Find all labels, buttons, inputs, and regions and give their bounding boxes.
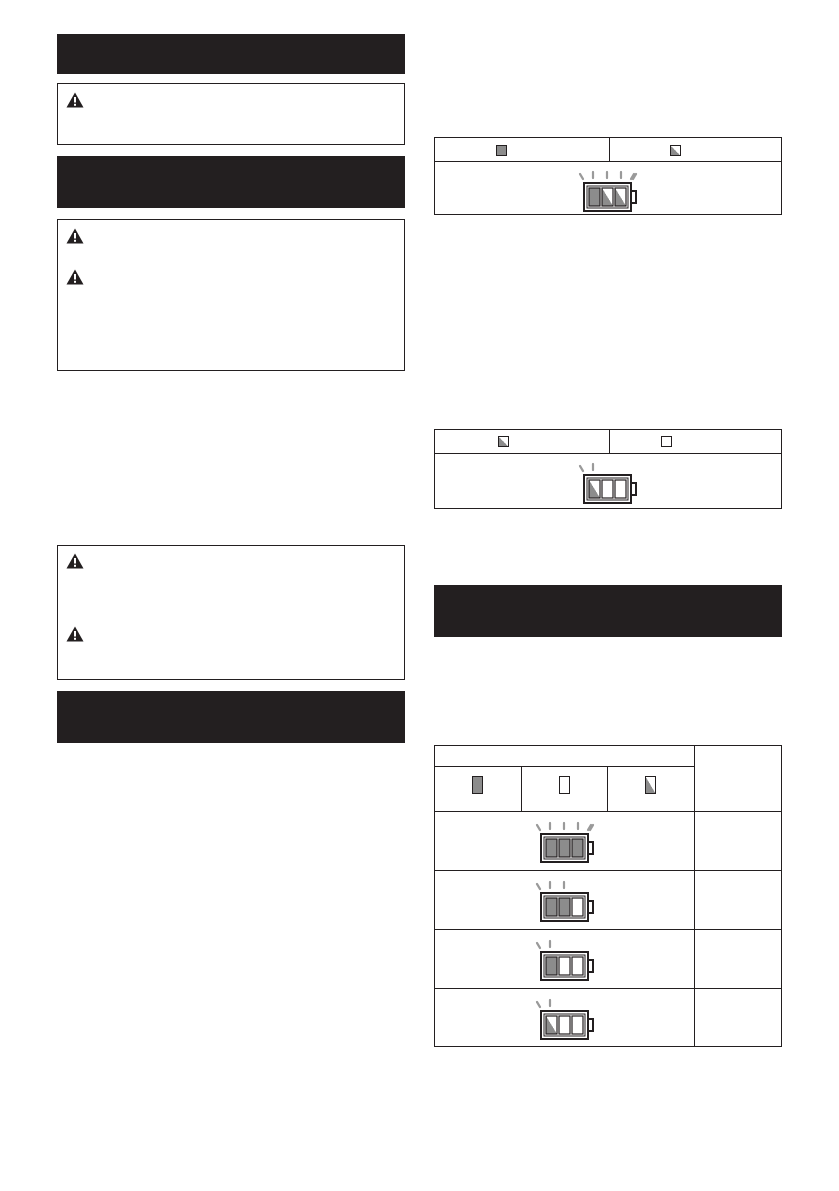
- battery-indicator-icon: [535, 936, 601, 984]
- battery-lamp-lit: [559, 839, 570, 857]
- indicator-ray: [537, 943, 540, 948]
- warning-box-3: [57, 545, 405, 680]
- battery-lamp-lit: [546, 898, 557, 916]
- lamp-blinking-square-icon: [498, 436, 509, 447]
- indicator-ray: [537, 1002, 540, 1007]
- indicator-table-1: [434, 137, 782, 215]
- lamp-lit-square-icon: [496, 145, 507, 156]
- lamp-lit-square-icon: [472, 776, 483, 794]
- battery-terminal: [588, 842, 593, 854]
- indicator-ray: [580, 466, 583, 471]
- battery-indicator-icon: [535, 818, 601, 866]
- warning-triangle-icon: [66, 269, 84, 285]
- battery-lamp-lit: [589, 188, 600, 206]
- battery-lamp-lit: [546, 957, 557, 975]
- indicator-ray: [580, 174, 583, 179]
- battery-terminal: [631, 483, 636, 495]
- indicator-table-2: [434, 429, 782, 509]
- battery-lamp-blink: [615, 188, 626, 206]
- battery-terminal: [588, 960, 593, 972]
- battery-lamp-off: [572, 1016, 583, 1034]
- warning-triangle-icon: [66, 626, 84, 642]
- battery-lamp-lit: [559, 898, 570, 916]
- battery-lamp-off: [559, 1016, 570, 1034]
- battery-lamp-blink: [546, 1016, 557, 1034]
- battery-lamp-blink: [589, 480, 600, 498]
- section-heading-bar-4: [434, 585, 782, 637]
- warning-triangle-icon: [66, 92, 84, 108]
- battery-lamp-off: [572, 898, 583, 916]
- lamp-off-square-icon: [559, 776, 570, 794]
- battery-lamp-lit: [546, 839, 557, 857]
- warning-triangle-icon: [66, 228, 84, 244]
- battery-indicator-icon: [578, 168, 644, 214]
- battery-indicator-icon: [535, 995, 601, 1043]
- battery-lamp-off: [615, 480, 626, 498]
- capacity-table: [434, 745, 782, 1047]
- indicator-ray: [537, 825, 540, 830]
- lamp-blinking-square-icon: [645, 776, 656, 794]
- warning-triangle-icon: [66, 553, 84, 569]
- indicator-ray: [537, 884, 540, 889]
- battery-terminal: [631, 191, 636, 203]
- lamp-blinking-square-icon: [670, 145, 681, 156]
- warning-box-2: [57, 219, 405, 371]
- battery-lamp-off: [572, 957, 583, 975]
- battery-terminal: [588, 901, 593, 913]
- battery-terminal: [588, 1019, 593, 1031]
- lamp-off-square-icon: [661, 436, 672, 447]
- battery-lamp-off: [559, 957, 570, 975]
- battery-lamp-blink: [602, 188, 613, 206]
- battery-lamp-lit: [572, 839, 583, 857]
- warning-box-1: [57, 83, 405, 145]
- battery-lamp-off: [602, 480, 613, 498]
- section-heading-bar-2: [57, 156, 405, 208]
- section-heading-bar-1: [57, 34, 405, 74]
- section-heading-bar-3: [57, 691, 405, 743]
- battery-indicator-icon: [535, 877, 601, 925]
- battery-indicator-icon: [578, 460, 644, 506]
